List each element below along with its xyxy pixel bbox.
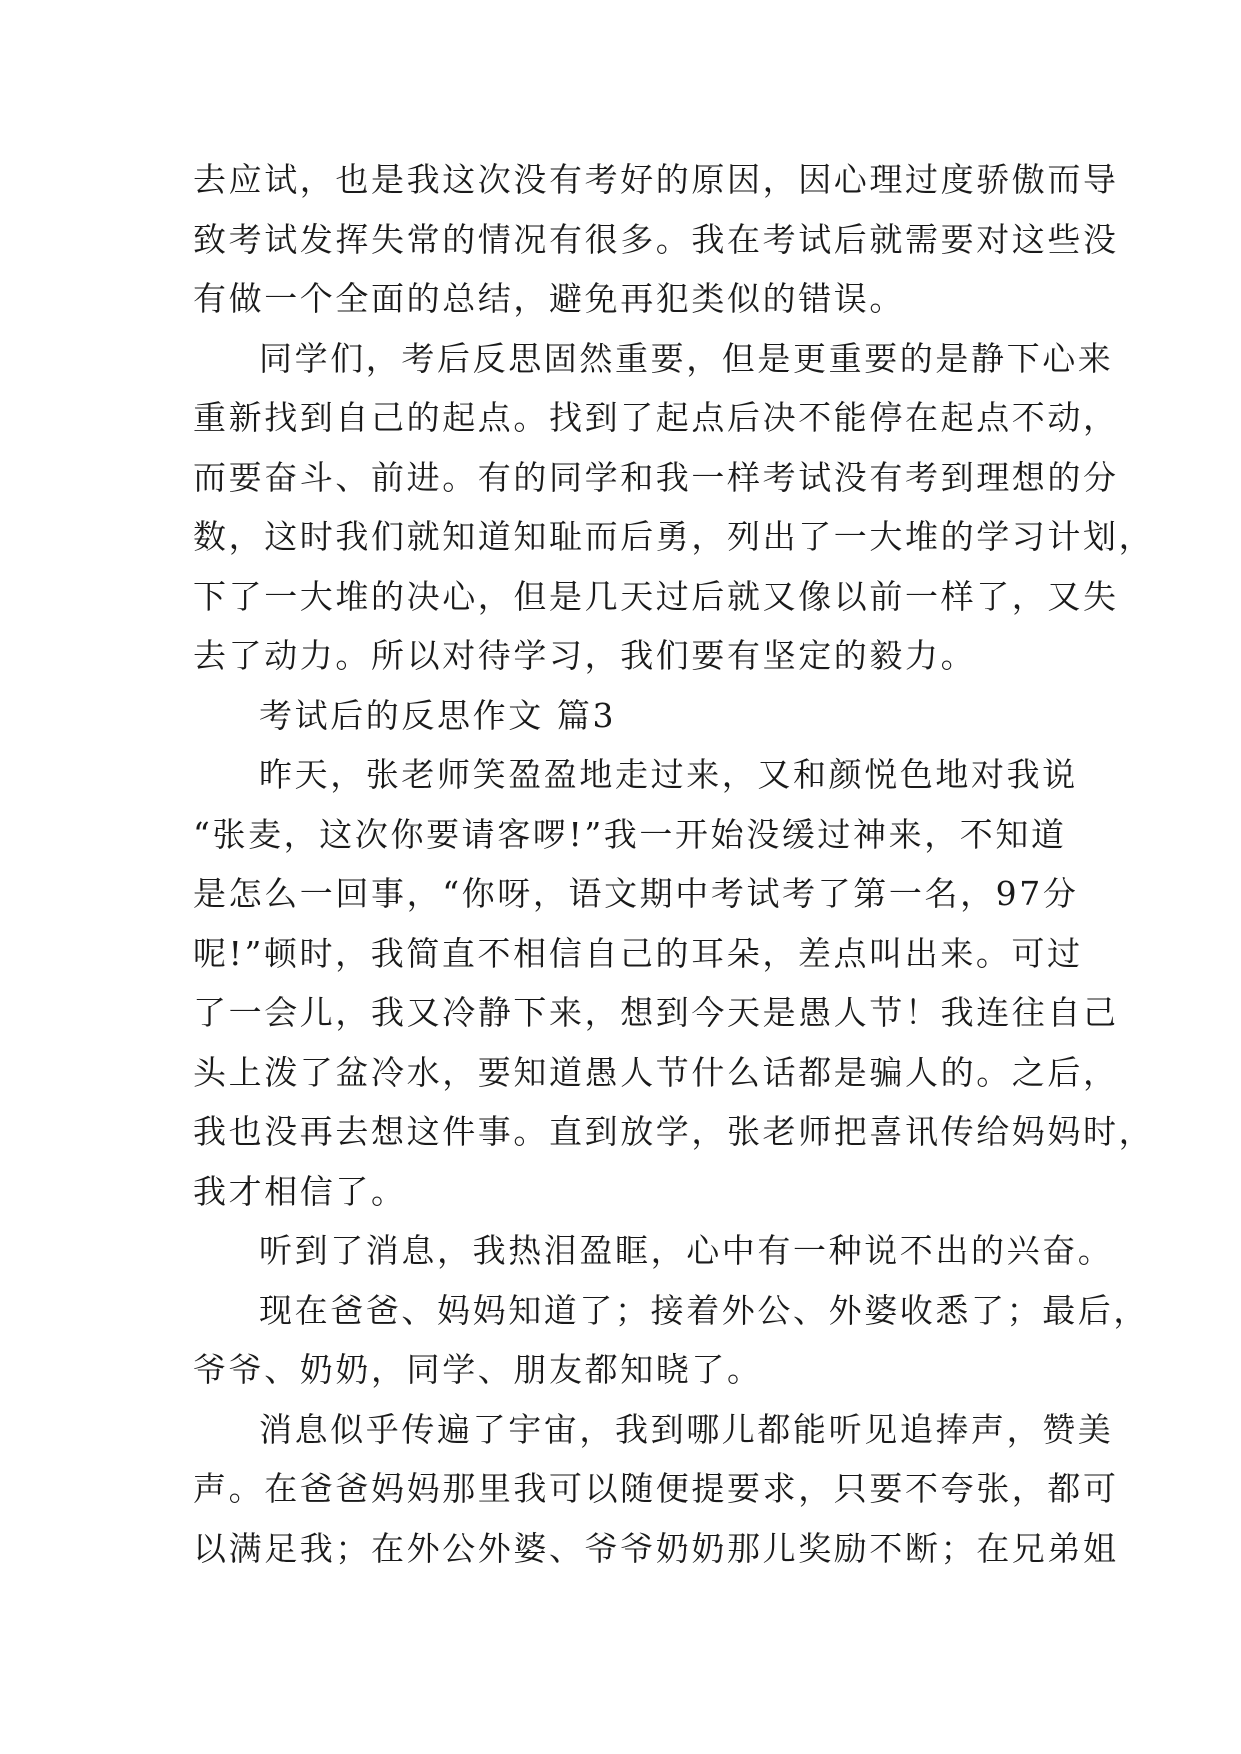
text-line: 头上泼了盆冷水，要知道愚人节什么话都是骗人的。之后， — [193, 1052, 1119, 1092]
text-line: 听到了消息，我热泪盈眶，心中有一种说不出的兴奋。 — [259, 1231, 1114, 1270]
text-line: 消息似乎传遍了宇宙，我到哪儿都能听见追捧声，赞美 — [259, 1409, 1114, 1449]
text-line: 数，这时我们就知道知耻而后勇，列出了一大堆的学习计划， — [193, 517, 1155, 556]
document-body — [193, 150, 1155, 1578]
text-line: 呢!”顿时，我简直不相信自己的耳朵，差点叫出来。可过 — [193, 933, 1083, 973]
text-line: 去了动力。所以对待学习，我们要有坚定的毅力。 — [193, 636, 977, 675]
text-line: 以满足我；在外公外婆、爷爷奶奶那儿奖励不断；在兄弟姐 — [193, 1528, 1119, 1568]
text-line: 是怎么一回事，“你呀，语文期中考试考了第一名，97分 — [193, 874, 1079, 913]
text-line: 重新找到自己的起点。找到了起点后决不能停在起点不动， — [193, 398, 1119, 437]
text-line: 我才相信了。 — [193, 1171, 407, 1211]
text-line: 而要奋斗、前进。有的同学和我一样考试没有考到理想的分 — [193, 457, 1119, 497]
text-line: 去应试，也是我这次没有考好的原因，因心理过度骄傲而导 — [193, 160, 1119, 199]
text-line: 下了一大堆的决心，但是几天过后就又像以前一样了，又失 — [193, 576, 1119, 616]
text-line: 我也没再去想这件事。直到放学，张老师把喜讯传给妈妈时， — [193, 1112, 1155, 1151]
text-line: 了一会儿，我又冷静下来，想到今天是愚人节！我连往自己 — [193, 993, 1119, 1032]
text-line: 昨天，张老师笑盈盈地走过来，又和颜悦色地对我说 — [259, 755, 1078, 794]
text-line: 现在爸爸、妈妈知道了；接着外公、外婆收悉了；最后， — [259, 1290, 1149, 1330]
text-line: 考试后的反思作文 篇3 — [259, 695, 617, 735]
text-line: 有做一个全面的总结，避免再犯类似的错误。 — [193, 279, 905, 318]
text-line: “张麦，这次你要请客啰!”我一开始没缓过神来，不知道 — [193, 814, 1067, 854]
text-line: 声。在爸爸妈妈那里我可以随便提要求，只要不夸张，都可 — [193, 1469, 1119, 1508]
text-line: 同学们，考后反思固然重要，但是更重要的是静下心来 — [259, 338, 1114, 378]
text-line: 致考试发挥失常的情况有很多。我在考试后就需要对这些没 — [193, 219, 1119, 259]
text-line: 爷爷、奶奶，同学、朋友都知晓了。 — [193, 1350, 763, 1389]
